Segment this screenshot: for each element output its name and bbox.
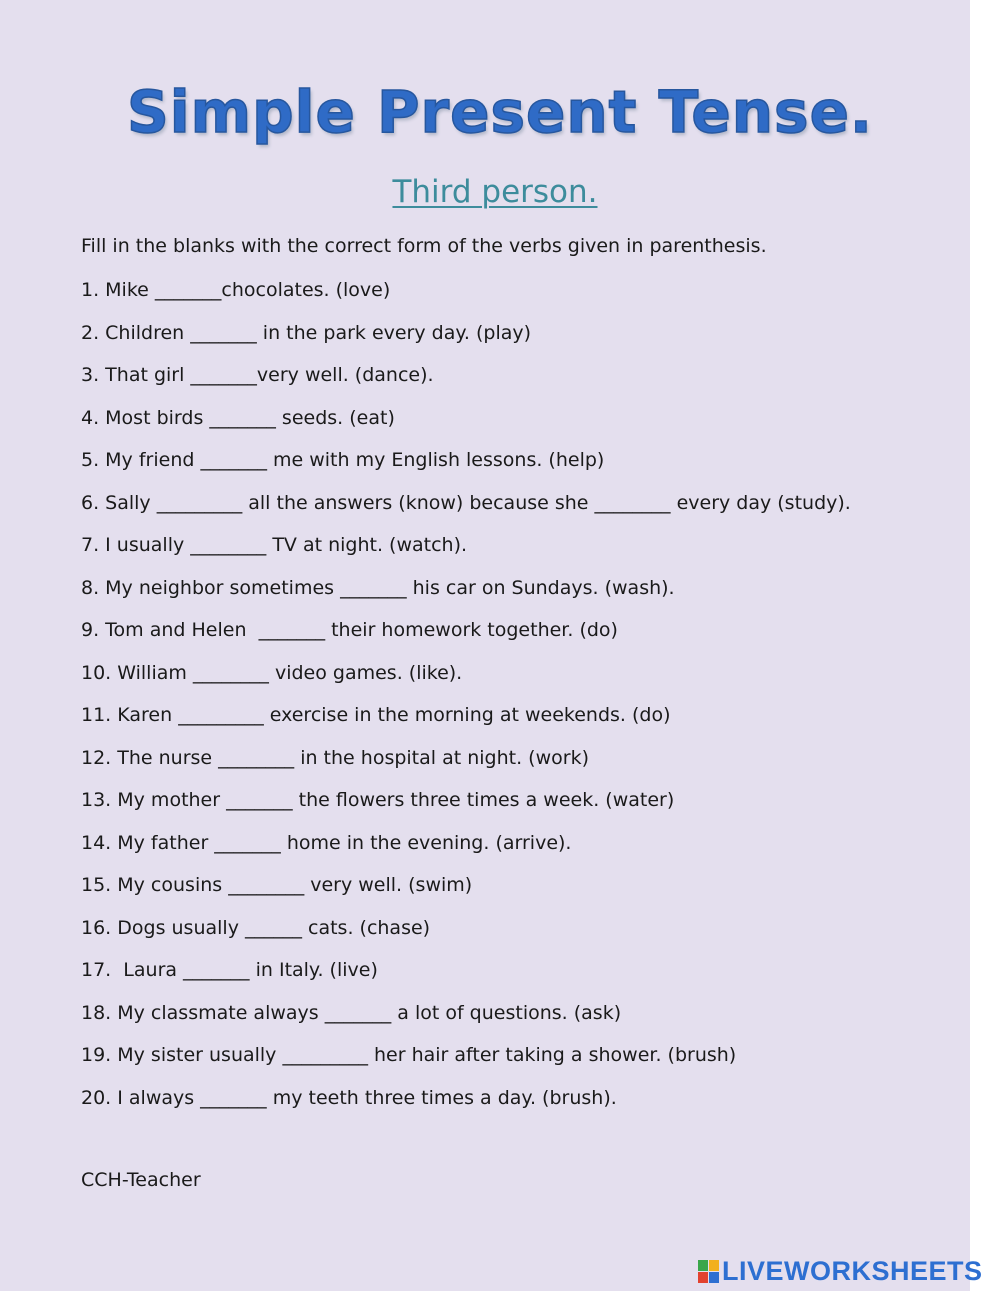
instructions: Fill in the blanks with the correct form of the verbs given in parenthesis. [81, 235, 767, 257]
logo-block [698, 1272, 708, 1283]
page-margin [970, 0, 1000, 1291]
page-title: Simple Present Tense. [127, 78, 873, 146]
exercise-item: 4. Most birds _______ seeds. (eat) [81, 406, 395, 429]
exercise-item: 9. Tom and Helen _______ their homework together. (do) [81, 619, 618, 641]
exercise-item: 3. That girl _______very well. (dance). [81, 364, 434, 386]
exercise-item: 19. My sister usually _________ her hair after taking a shower. (brush) [81, 1044, 737, 1066]
exercise-item: 12. The nurse ________ in the hospital at night. (work) [81, 746, 589, 769]
exercise-item: 14. My father _______ home in the evening. (arrive). [81, 831, 572, 854]
exercise-item: 7. I usually ________ TV at night. (watch). [81, 534, 468, 556]
exercise-item: 5. My friend _______ me with my English lessons. (help) [81, 449, 605, 471]
author-credit: CCH-Teacher [81, 1169, 201, 1191]
exercise-item: 10. William ________ video games. (like). [81, 661, 463, 684]
exercise-item: 17. Laura _______ in Italy. (live) [81, 959, 378, 981]
exercise-item: 20. I always _______ my teeth three times a day. (brush). [81, 1086, 617, 1109]
exercise-item: 8. My neighbor sometimes _______ his car on Sundays. (wash). [81, 576, 675, 599]
exercise-item: 11. Karen _________ exercise in the morning at weekends. (do) [81, 704, 671, 726]
liveworksheets-logo[interactable] [698, 1254, 983, 1288]
exercise-item: 1. Mike _______chocolates. (love) [81, 279, 391, 301]
logo-block [698, 1260, 708, 1271]
exercise-list [81, 277, 851, 1127]
exercise-item: 15. My cousins ________ very well. (swim) [81, 874, 473, 896]
logo-blocks-icon [698, 1260, 719, 1283]
page-subtitle: Third person. [392, 174, 598, 210]
exercise-item: 18. My classmate always _______ a lot of questions. (ask) [81, 1001, 622, 1024]
logo-text: LIVEWORKSHEETS [722, 1255, 983, 1286]
logo-block [709, 1260, 719, 1271]
exercise-item: 2. Children _______ in the park every day. (play) [81, 321, 532, 344]
exercise-item: 16. Dogs usually ______ cats. (chase) [81, 916, 431, 939]
logo-block [709, 1272, 719, 1283]
exercise-item: 6. Sally _________ all the answers (know) because she ________ every day (study). [81, 491, 851, 514]
exercise-item: 13. My mother _______ the flowers three times a week. (water) [81, 789, 675, 811]
